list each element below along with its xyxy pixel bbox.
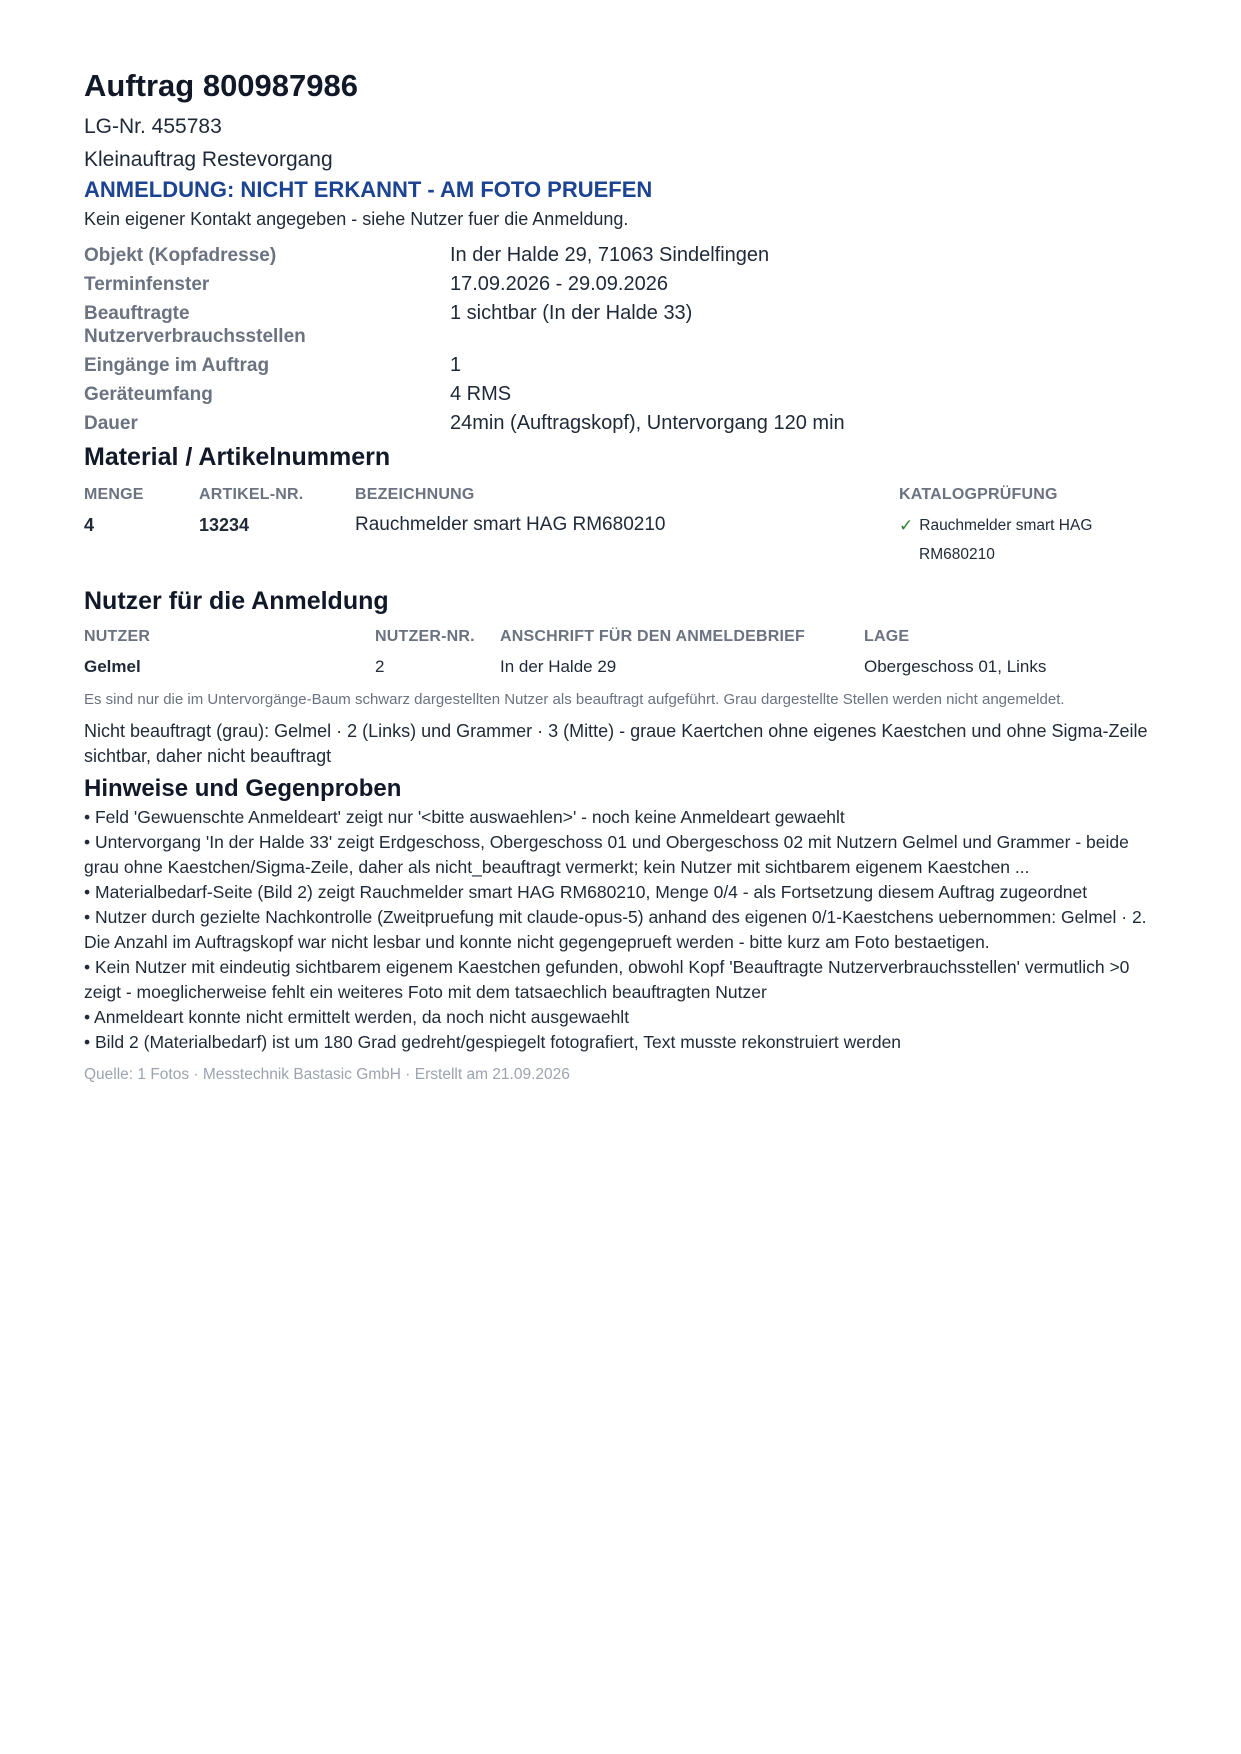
artikel-cell: 13234 — [199, 515, 250, 535]
table-row — [84, 514, 1157, 569]
column-header: NUTZER-NR. — [375, 628, 475, 645]
order-properties — [84, 244, 1157, 435]
nutzer-table-header — [84, 627, 1157, 647]
table-row — [84, 656, 1157, 678]
prop-value: 4 RMS — [450, 383, 512, 405]
prop-value: 1 sichtbar (In der Halde 33) — [450, 302, 693, 324]
prop-label: Eingänge im Auftrag — [84, 355, 270, 376]
column-header: ANSCHRIFT FÜR DEN ANMELDEBRIEF — [500, 628, 805, 645]
list-item: • Nutzer durch gezielte Nachkontrolle (Zweitpruefung mit claude-opus-5) anhand des eigenen 0/1-Kaestchens uebernommen: Gelmel · 2. Die Anzahl im Auftragskopf war nicht lesbar und konnte nicht gegengeprueft werden - bitte kurz am Foto bestaetigen. — [84, 907, 1147, 952]
prop-value: 17.09.2026 - 29.09.2026 — [450, 273, 668, 295]
column-header: KATALOGPRÜFUNG — [899, 486, 1058, 503]
bezeichnung-cell: Rauchmelder smart HAG RM680210 — [355, 514, 666, 535]
prop-value: 24min (Auftragskopf), Untervorgang 120 min — [450, 412, 845, 434]
katalog-line: RM680210 — [919, 546, 995, 563]
column-header: MENGE — [84, 486, 144, 503]
prop-label: Objekt (Kopfadresse) — [84, 245, 277, 266]
menge-cell: 4 — [84, 515, 95, 535]
prop-label: Terminfenster — [84, 274, 210, 295]
source-footer: Quelle: 1 Fotos · Messtechnik Bastasic GmbH · Erstellt am 21.09.2026 — [84, 1066, 570, 1083]
prop-row-geraeteumfang — [84, 383, 1157, 406]
prop-row-objekt — [84, 244, 1157, 267]
prop-row-dauer — [84, 412, 1157, 435]
nutzer-nr-cell: 2 — [375, 657, 385, 676]
column-header: LAGE — [864, 628, 910, 645]
page-title: Auftrag 800987986 — [84, 68, 358, 103]
prop-row-nutzerverbrauchsstellen — [84, 302, 1157, 348]
prop-value: In der Halde 29, 71063 Sindelfingen — [450, 244, 770, 266]
list-item: • Kein Nutzer mit eindeutig sichtbarem eigenem Kaestchen gefunden, obwohl Kopf 'Beauftragte Nutzerverbrauchsstellen' vermutlich >0 zeigt - moeglicherweise fehlt ein weiteres Foto mit dem tatsaechlich beauftragten Nutzer — [84, 957, 1130, 1002]
check-icon: ✓ — [899, 516, 914, 535]
nutzer-footnote: Es sind nur die im Untervorgänge-Baum schwarz dargestellten Nutzer als beauftragt aufgeführt. Grau dargestellte Stellen werden nicht angemeldet. — [84, 691, 1065, 708]
material-table-header — [84, 485, 1157, 505]
column-header: NUTZER — [84, 628, 151, 645]
prop-label: Geräteumfang — [84, 384, 213, 405]
katalog-cell — [899, 511, 1092, 569]
prop-label: Dauer — [84, 413, 138, 434]
contact-note: Kein eigener Kontakt angegeben - siehe Nutzer fuer die Anmeldung. — [84, 209, 629, 229]
anschrift-cell: In der Halde 29 — [500, 657, 617, 676]
lg-number: LG-Nr. 455783 — [84, 115, 222, 138]
list-item: • Untervorgang 'In der Halde 33' zeigt Erdgeschoss, Obergeschoss 01 und Obergeschoss 02 mit Nutzern Gelmel und Grammer - beide grau ohne Kaestchen/Sigma-Zeile, daher als nicht_beauftragt vermerkt; kein Nutzer mit sichtbarem eigenem Kaestchen ... — [84, 832, 1129, 877]
list-item: • Feld 'Gewuenschte Anmeldeart' zeigt nur '<bitte auswaehlen>' - noch keine Anmeldeart gewaehlt — [84, 807, 845, 827]
order-type: Kleinauftrag Restevorgang — [84, 148, 333, 171]
prop-label: Beauftragte Nutzerverbrauchsstellen — [84, 303, 306, 347]
prop-row-terminfenster — [84, 273, 1157, 296]
nutzer-heading: Nutzer für die Anmeldung — [84, 587, 389, 615]
registration-alert: ANMELDUNG: NICHT ERKANNT - AM FOTO PRUEFEN — [84, 177, 653, 202]
not-assigned-note: Nicht beauftragt (grau): Gelmel · 2 (Links) und Grammer · 3 (Mitte) - graue Kaertchen ohne eigenes Kaestchen und ohne Sigma-Zeile sichtbar, daher nicht beauftragt — [84, 721, 1148, 766]
column-header: BEZEICHNUNG — [355, 486, 475, 503]
katalog-line: Rauchmelder smart HAG — [919, 517, 1093, 534]
list-item: • Materialbedarf-Seite (Bild 2) zeigt Rauchmelder smart HAG RM680210, Menge 0/4 - als Fortsetzung diesem Auftrag zugeordnet — [84, 882, 1088, 902]
nutzer-name-cell: Gelmel — [84, 657, 141, 676]
hints-list — [84, 805, 1157, 1055]
prop-row-eingaenge — [84, 354, 1157, 377]
prop-value: 1 — [450, 354, 462, 376]
hints-heading: Hinweise und Gegenproben — [84, 775, 402, 802]
lage-cell: Obergeschoss 01, Links — [864, 657, 1047, 676]
material-heading: Material / Artikelnummern — [84, 443, 391, 471]
column-header: ARTIKEL-NR. — [199, 486, 304, 503]
list-item: • Anmeldeart konnte nicht ermittelt werden, da noch nicht ausgewaehlt — [84, 1007, 630, 1027]
list-item: • Bild 2 (Materialbedarf) ist um 180 Grad gedreht/gespiegelt fotografiert, Text musste rekonstruiert werden — [84, 1032, 902, 1052]
